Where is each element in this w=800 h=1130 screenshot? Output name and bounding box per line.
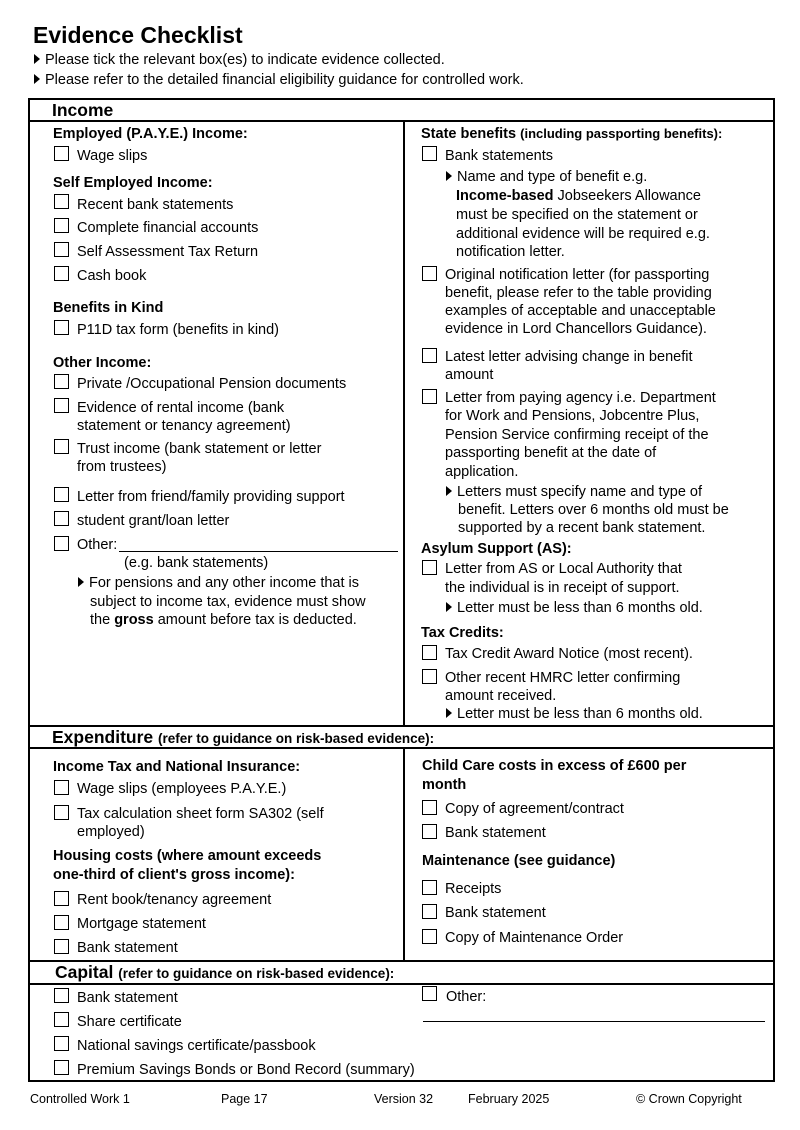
sa302-label: Tax calculation sheet form SA302 (self: [77, 806, 324, 822]
agreement-contract-checkbox[interactable]: [422, 800, 437, 815]
share-certificate-checkbox[interactable]: [54, 1012, 69, 1027]
employed-income-heading: Employed (P.A.Y.E.) Income:: [53, 126, 248, 142]
cash-book-label: Cash book: [77, 268, 147, 284]
agency-note-line-2: benefit. Letters over 6 months old must be: [458, 502, 729, 518]
rent-book-checkbox[interactable]: [54, 891, 69, 906]
paying-agency-line-5: application.: [445, 464, 519, 480]
asylum-support-heading: Asylum Support (AS):: [421, 541, 572, 557]
asylum-letter-line-2: the individual is in receipt of support.: [445, 580, 680, 596]
triangle-bullet-icon: [446, 171, 452, 181]
mortgage-label: Mortgage statement: [77, 916, 206, 932]
footer-page-number: Page 17: [221, 1092, 268, 1106]
footer-form-name: Controlled Work 1: [30, 1092, 130, 1106]
recent-bank-statements-label: Recent bank statements: [77, 197, 234, 213]
capital-bank-statement-label: Bank statement: [77, 990, 178, 1006]
premium-bonds-checkbox[interactable]: [54, 1060, 69, 1075]
table-border-right: [773, 98, 775, 1082]
financial-accounts-label: Complete financial accounts: [77, 220, 259, 236]
asylum-letter-checkbox[interactable]: [422, 560, 437, 575]
latest-letter-line-2: amount: [445, 367, 494, 383]
maintenance-order-checkbox[interactable]: [422, 929, 437, 944]
latest-letter-line-1: Latest letter advising change in benefit: [445, 349, 693, 365]
latest-letter-checkbox[interactable]: [422, 348, 437, 363]
wage-slips-label: Wage slips: [77, 148, 148, 164]
triangle-bullet-icon: [34, 54, 40, 64]
paying-agency-checkbox[interactable]: [422, 389, 437, 404]
family-support-checkbox[interactable]: [54, 487, 69, 502]
triangle-bullet-icon: [34, 74, 40, 84]
income-section-heading: Income: [52, 100, 114, 120]
paying-agency-line-3: Pension Service confirming receipt of the: [445, 427, 709, 443]
child-care-bank-statement-label: Bank statement: [445, 825, 546, 841]
income-heading-divider: [28, 120, 774, 122]
maintenance-bank-statement-checkbox[interactable]: [422, 904, 437, 919]
trust-income-checkbox[interactable]: [54, 439, 69, 454]
paying-agency-line-1: Letter from paying agency i.e. Department: [445, 390, 716, 406]
asylum-note: Letter must be less than 6 months old.: [446, 599, 703, 618]
instruction-2: Please refer to the detailed financial eligibility guidance for controlled work.: [34, 72, 524, 88]
pension-note-line-1: For pensions and any other income that is: [78, 574, 359, 593]
expenditure-section-heading: Expenditure (refer to guidance on risk-based evidence):: [52, 727, 435, 747]
pension-label: Private /Occupational Pension documents: [77, 376, 347, 392]
self-employed-heading: Self Employed Income:: [53, 175, 213, 191]
national-savings-label: National savings certificate/passbook: [77, 1038, 316, 1054]
exp-wage-slips-checkbox[interactable]: [54, 780, 69, 795]
capital-other-checkbox[interactable]: [422, 986, 437, 1001]
housing-heading-line-1: Housing costs (where amount exceeds: [53, 848, 322, 864]
capital-section-heading: Capital (refer to guidance on risk-based evidence):: [55, 962, 395, 982]
capital-other-label: Other:: [446, 989, 487, 1005]
table-border-left: [28, 98, 30, 1082]
table-border-bottom: [28, 1080, 774, 1082]
expenditure-column-divider: [403, 747, 405, 961]
housing-bank-statement-checkbox[interactable]: [54, 939, 69, 954]
other-income-heading: Other Income:: [53, 355, 152, 371]
tax-ni-heading: Income Tax and National Insurance:: [53, 759, 301, 775]
asylum-letter-line-1: Letter from AS or Local Authority that: [445, 561, 682, 577]
tax-credit-award-label: Tax Credit Award Notice (most recent).: [445, 646, 693, 662]
other-income-write-line[interactable]: [119, 551, 398, 552]
other-income-label: Other:: [77, 537, 118, 553]
tax-credits-heading: Tax Credits:: [421, 625, 504, 641]
trust-income-label-cont: from trustees): [77, 459, 167, 475]
other-income-hint: (e.g. bank statements): [124, 555, 269, 571]
benefit-note-line-4: additional evidence will be required e.g.: [456, 226, 710, 242]
original-notification-line-2: benefit, please refer to the table providing: [445, 285, 712, 301]
rental-income-label: Evidence of rental income (bank: [77, 400, 285, 416]
p11d-label: P11D tax form (benefits in kind): [77, 322, 280, 338]
maintenance-heading: Maintenance (see guidance): [422, 853, 616, 869]
child-care-heading-line-2: month: [422, 777, 467, 793]
benefit-note-line-2: Income-based Jobseekers Allowance: [456, 188, 701, 204]
triangle-bullet-icon: [446, 486, 452, 496]
pension-checkbox[interactable]: [54, 374, 69, 389]
premium-bonds-label: Premium Savings Bonds or Bond Record (summary): [77, 1062, 415, 1078]
national-savings-checkbox[interactable]: [54, 1036, 69, 1051]
capital-bank-statement-checkbox[interactable]: [54, 988, 69, 1003]
rent-book-label: Rent book/tenancy agreement: [77, 892, 272, 908]
pension-note-line-3: the gross amount before tax is deducted.: [90, 612, 357, 628]
share-certificate-label: Share certificate: [77, 1014, 182, 1030]
self-assessment-checkbox[interactable]: [54, 242, 69, 257]
state-benefits-heading: State benefits (including passporting benefits):: [421, 126, 723, 142]
state-bank-statements-checkbox[interactable]: [422, 146, 437, 161]
rental-income-checkbox[interactable]: [54, 398, 69, 413]
triangle-bullet-icon: [446, 602, 452, 612]
p11d-checkbox[interactable]: [54, 320, 69, 335]
agreement-contract-label: Copy of agreement/contract: [445, 801, 624, 817]
paying-agency-line-2: for Work and Pensions, Jobcentre Plus,: [445, 408, 700, 424]
student-grant-checkbox[interactable]: [54, 511, 69, 526]
state-bank-statements-label: Bank statements: [445, 148, 553, 164]
income-column-divider: [403, 120, 405, 726]
footer-copyright: © Crown Copyright: [636, 1092, 742, 1106]
recent-bank-statements-checkbox[interactable]: [54, 194, 69, 209]
original-notification-line-4: evidence in Lord Chancellors Guidance).: [445, 321, 707, 337]
original-notification-checkbox[interactable]: [422, 266, 437, 281]
child-care-bank-statement-checkbox[interactable]: [422, 824, 437, 839]
child-care-heading-line-1: Child Care costs in excess of £600 per: [422, 758, 687, 774]
trust-income-label: Trust income (bank statement or letter: [77, 441, 322, 457]
cash-book-checkbox[interactable]: [54, 266, 69, 281]
wage-slips-checkbox[interactable]: [54, 146, 69, 161]
mortgage-checkbox[interactable]: [54, 915, 69, 930]
receipts-label: Receipts: [445, 881, 502, 897]
table-border-top: [28, 98, 774, 100]
triangle-bullet-icon: [446, 708, 452, 718]
footer-version: Version 32: [374, 1092, 434, 1106]
triangle-bullet-icon: [78, 577, 84, 587]
exp-wage-slips-label: Wage slips (employees P.A.Y.E.): [77, 781, 287, 797]
paying-agency-line-4: passporting benefit at the date of: [445, 445, 657, 461]
financial-accounts-checkbox[interactable]: [54, 218, 69, 233]
original-notification-line-1: Original notification letter (for passporting: [445, 267, 710, 283]
agency-note-line-1: Letters must specify name and type of: [446, 483, 702, 502]
benefit-note-line-1: Name and type of benefit e.g.: [446, 168, 647, 187]
sa302-checkbox[interactable]: [54, 805, 69, 820]
benefit-note-line-5: notification letter.: [456, 244, 565, 260]
tax-credit-award-checkbox[interactable]: [422, 645, 437, 660]
rental-income-label-cont: statement or tenancy agreement): [77, 418, 291, 434]
hmrc-letter-line-2: amount received.: [445, 688, 557, 704]
original-notification-line-3: examples of acceptable and unacceptable: [445, 303, 716, 319]
benefits-in-kind-heading: Benefits in Kind: [53, 300, 164, 316]
benefit-note-line-3: must be specified on the statement or: [456, 207, 698, 223]
instruction-1: Please tick the relevant box(es) to indicate evidence collected.: [34, 52, 445, 68]
page-title: Evidence Checklist: [33, 22, 243, 48]
housing-heading-line-2: one-third of client's gross income):: [53, 867, 295, 883]
maintenance-bank-statement-label: Bank statement: [445, 905, 546, 921]
capital-heading-divider: [28, 983, 774, 985]
other-income-checkbox[interactable]: [54, 536, 69, 551]
footer-date: February 2025: [468, 1092, 550, 1106]
maintenance-order-label: Copy of Maintenance Order: [445, 930, 624, 946]
agency-note-line-3: supported by a recent bank statement.: [458, 520, 706, 536]
student-grant-label: student grant/loan letter: [77, 513, 230, 529]
hmrc-letter-checkbox[interactable]: [422, 669, 437, 684]
receipts-checkbox[interactable]: [422, 880, 437, 895]
self-assessment-label: Self Assessment Tax Return: [77, 244, 259, 260]
tax-credits-note: Letter must be less than 6 months old.: [446, 705, 703, 724]
sa302-label-cont: employed): [77, 824, 145, 840]
family-support-label: Letter from friend/family providing support: [77, 489, 345, 505]
hmrc-letter-line-1: Other recent HMRC letter confirming: [445, 670, 681, 686]
housing-bank-statement-label: Bank statement: [77, 940, 178, 956]
capital-other-write-line[interactable]: [423, 1021, 765, 1022]
pension-note-line-2: subject to income tax, evidence must show: [90, 594, 366, 610]
